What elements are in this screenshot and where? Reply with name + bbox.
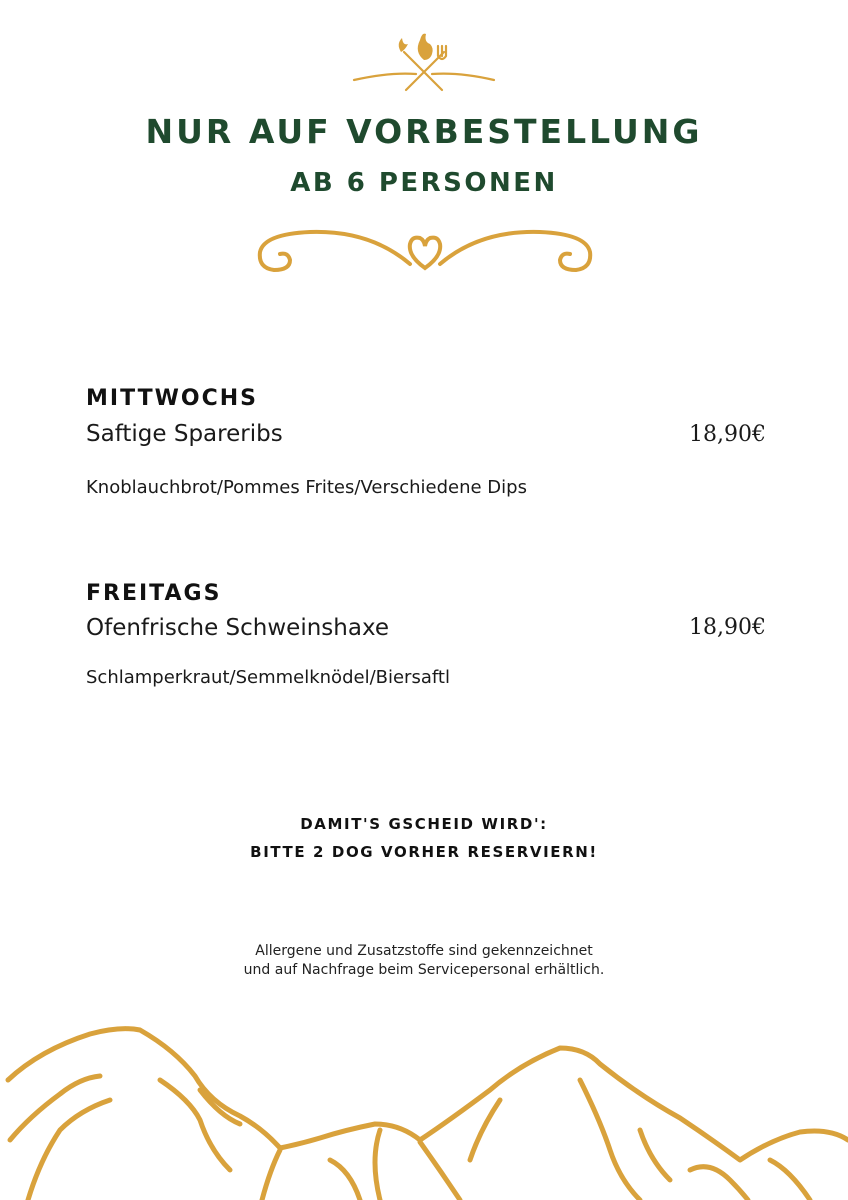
allergen-note-line2: und auf Nachfrage beim Servicepersonal erhältlich. bbox=[243, 962, 605, 978]
reservation-note-line2: BITTE 2 DOG VORHER RESERVIERN! bbox=[250, 843, 598, 861]
menu-dish-schweinshaxe: Ofenfrische Schweinshaxe bbox=[86, 615, 389, 641]
page-subtitle: AB 6 PERSONEN bbox=[290, 168, 558, 198]
menu-price-spareribs: 18,90€ bbox=[689, 422, 766, 447]
menu-day-friday: FREITAGS bbox=[86, 581, 222, 606]
menu-dish-spareribs: Saftige Spareribs bbox=[86, 421, 283, 447]
menu-price-schweinshaxe: 18,90€ bbox=[689, 615, 766, 640]
menu-day-wednesday: MITTWOCHS bbox=[86, 386, 258, 411]
fork-knife-flame-icon bbox=[350, 30, 498, 96]
reservation-note-line1: DAMIT'S GSCHEID WIRD': bbox=[300, 815, 548, 833]
page-title: NUR AUF VORBESTELLUNG bbox=[145, 112, 703, 151]
heart-swirl-icon bbox=[250, 222, 600, 282]
menu-sides-spareribs: Knoblauchbrot/Pommes Frites/Verschiedene Dips bbox=[86, 477, 527, 498]
menu-sides-schweinshaxe: Schlamperkraut/Semmelknödel/Biersaftl bbox=[86, 667, 450, 688]
mountains-illustration bbox=[0, 1020, 848, 1200]
allergen-note-line1: Allergene und Zusatzstoffe sind gekennzeichnet bbox=[255, 943, 593, 959]
